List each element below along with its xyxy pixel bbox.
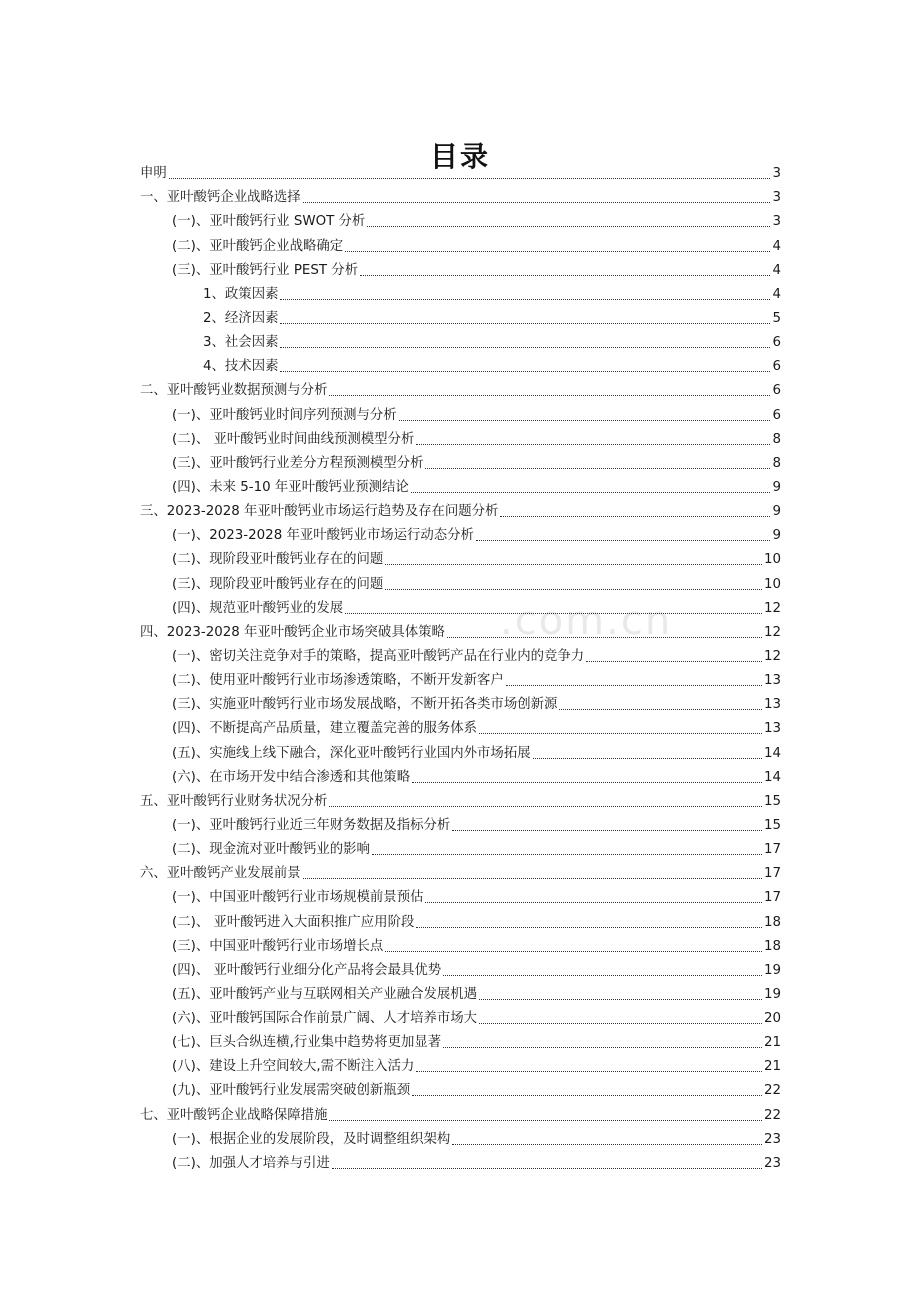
toc-entry-page: 23	[763, 1131, 781, 1147]
toc-entry[interactable]	[140, 1124, 781, 1148]
toc-entry-label: (二)、现阶段亚叶酸钙业存在的问题	[172, 552, 384, 568]
toc-entry[interactable]	[140, 810, 781, 834]
toc-entry[interactable]	[140, 665, 781, 689]
toc-entry[interactable]	[140, 737, 781, 761]
toc-leader-dots	[452, 830, 762, 831]
toc-entry[interactable]	[140, 1027, 781, 1051]
toc-entry-page: 17	[763, 866, 781, 882]
toc-entry[interactable]	[140, 1051, 781, 1075]
toc-entry-page: 12	[763, 624, 781, 640]
toc-entry[interactable]	[140, 351, 781, 375]
toc-entry-label: (五)、实施线上线下融合，深化亚叶酸钙行业国内外市场拓展	[172, 745, 531, 761]
toc-entry-label: (三)、实施亚叶酸钙行业市场发展战略，不断开拓各类市场创新源	[172, 697, 558, 713]
toc-leader-dots	[385, 589, 762, 590]
toc-entry-page: 19	[763, 962, 781, 978]
toc-entry-page: 6	[772, 359, 781, 375]
toc-entry[interactable]	[140, 906, 781, 930]
toc-entry-page: 22	[763, 1107, 781, 1123]
toc-entry[interactable]	[140, 255, 781, 279]
toc-entry-label: (四)、规范亚叶酸钙业的发展	[172, 600, 344, 616]
toc-leader-dots	[169, 178, 771, 179]
toc-entry-page: 9	[772, 504, 781, 520]
toc-leader-dots	[385, 951, 762, 952]
toc-entry-page: 8	[772, 455, 781, 471]
toc-entry[interactable]	[140, 762, 781, 786]
toc-entry[interactable]	[140, 303, 781, 327]
toc-entry[interactable]	[140, 1099, 781, 1123]
toc-leader-dots	[479, 999, 762, 1000]
toc-entry-label: (八)、建设上升空间较大,需不断注入活力	[172, 1059, 415, 1075]
toc-entry[interactable]	[140, 424, 781, 448]
toc-leader-dots	[443, 1047, 762, 1048]
toc-entry[interactable]	[140, 327, 781, 351]
toc-entry[interactable]	[140, 786, 781, 810]
toc-entry-page: 4	[772, 262, 781, 278]
toc-entry-page: 21	[763, 1059, 781, 1075]
toc-entry-label: (一)、2023-2028 年亚叶酸钙业市场运行动态分析	[172, 528, 474, 544]
toc-entry[interactable]	[140, 858, 781, 882]
toc-entry-label: (四)、不断提高产品质量，建立覆盖完善的服务体系	[172, 721, 478, 737]
toc-leader-dots	[425, 902, 761, 903]
toc-leader-dots	[479, 733, 762, 734]
toc-leader-dots	[416, 444, 770, 445]
toc-entry-page: 5	[772, 310, 781, 326]
toc-entry[interactable]	[140, 617, 781, 641]
toc-leader-dots	[329, 1120, 761, 1121]
toc-leader-dots	[280, 299, 770, 300]
watermark: .com.cn	[500, 598, 673, 644]
toc-entry-page: 15	[763, 817, 781, 833]
toc-entry-page: 3	[772, 190, 781, 206]
toc-entry-page: 4	[772, 238, 781, 254]
toc-entry-page: 8	[772, 431, 781, 447]
toc-leader-dots	[411, 492, 771, 493]
toc-leader-dots	[412, 782, 762, 783]
toc-leader-dots	[332, 1168, 762, 1169]
toc-entry-page: 19	[763, 986, 781, 1002]
toc-entry-label: (六)、在市场开发中结合渗透和其他策略	[172, 769, 411, 785]
toc-entry-label: (四)、未来 5-10 年亚叶酸钙业预测结论	[172, 479, 409, 495]
toc-leader-dots	[399, 420, 771, 421]
toc-entry-page: 9	[772, 479, 781, 495]
toc-entry-label: (二)、使用亚叶酸钙行业市场渗透策略，不断开发新客户	[172, 673, 504, 689]
toc-leader-dots	[559, 709, 762, 710]
toc-entry-label: (五)、亚叶酸钙产业与互联网相关产业融合发展机遇	[172, 986, 478, 1002]
toc-entry-page: 12	[763, 600, 781, 616]
toc-entry-page: 20	[763, 1011, 781, 1027]
toc-entry[interactable]	[140, 182, 781, 206]
toc-entry-page: 6	[772, 383, 781, 399]
toc-entry-page: 10	[763, 576, 781, 592]
toc-entry-page: 3	[772, 166, 781, 182]
toc-entry-page: 22	[763, 1083, 781, 1099]
toc-entry-label: (二)、亚叶酸钙企业战略确定	[172, 238, 344, 254]
toc-entry-label: (一)、亚叶酸钙行业 SWOT 分析	[172, 214, 366, 230]
toc-leader-dots	[280, 323, 770, 324]
toc-entry[interactable]	[140, 593, 781, 617]
page-title: 目录	[429, 139, 490, 173]
toc-entry-label: 五、亚叶酸钙行业财务状况分析	[140, 793, 328, 809]
toc-leader-dots	[345, 251, 770, 252]
toc-entry[interactable]	[140, 1075, 781, 1099]
toc-entry-page: 18	[763, 914, 781, 930]
toc-entry[interactable]	[140, 979, 781, 1003]
toc-leader-dots	[476, 540, 771, 541]
toc-leader-dots	[452, 1144, 762, 1145]
toc-leader-dots	[329, 806, 761, 807]
toc-entry[interactable]	[140, 544, 781, 568]
toc-entry-page: 13	[763, 673, 781, 689]
toc-leader-dots	[447, 637, 762, 638]
toc-entry[interactable]	[140, 399, 781, 423]
toc-leader-dots	[360, 275, 770, 276]
toc-entry[interactable]	[140, 279, 781, 303]
toc-entry[interactable]	[140, 496, 781, 520]
toc-entry[interactable]	[140, 931, 781, 955]
toc-entry[interactable]	[140, 955, 781, 979]
toc-entry-page: 9	[772, 528, 781, 544]
toc-entry[interactable]	[140, 230, 781, 254]
toc-entry-label: (六)、亚叶酸钙国际合作前景广阔、人才培养市场大	[172, 1011, 478, 1027]
toc-entry-label: 1、政策因素	[203, 286, 279, 302]
toc-leader-dots	[303, 878, 762, 879]
toc-entry-label: (一)、亚叶酸钙业时间序列预测与分析	[172, 407, 397, 423]
toc-entry[interactable]	[140, 713, 781, 737]
toc-leader-dots	[303, 202, 771, 203]
toc-entry-label: 三、2023-2028 年亚叶酸钙业市场运行趋势及存在问题分析	[140, 504, 499, 520]
toc-entry-page: 12	[763, 648, 781, 664]
toc-entry-page: 23	[763, 1155, 781, 1171]
toc-entry[interactable]	[140, 689, 781, 713]
toc-leader-dots	[280, 371, 770, 372]
toc-entry-label: 七、亚叶酸钙企业战略保障措施	[140, 1107, 328, 1123]
toc-entry-label: 二、亚叶酸钙业数据预测与分析	[140, 383, 328, 399]
toc-entry-label: (三)、中国亚叶酸钙行业市场增长点	[172, 938, 384, 954]
toc-entry-label: (一)、中国亚叶酸钙行业市场规模前景预估	[172, 890, 424, 906]
toc-entry-label: (三)、亚叶酸钙行业差分方程预测模型分析	[172, 455, 424, 471]
toc-leader-dots	[425, 468, 770, 469]
toc-leader-dots	[367, 226, 770, 227]
toc-leader-dots	[533, 758, 762, 759]
toc-entry-label: (二)、现金流对亚叶酸钙业的影响	[172, 842, 370, 858]
toc-entry[interactable]	[140, 472, 781, 496]
toc-entry-page: 17	[763, 890, 781, 906]
toc-entry-label: (四)、 亚叶酸钙行业细分化产品将会最具优势	[172, 962, 442, 978]
toc-entry-page: 3	[772, 214, 781, 230]
toc-entry-label: 2、经济因素	[203, 310, 279, 326]
toc-leader-dots	[280, 347, 770, 348]
toc-entry-label: 六、亚叶酸钙产业发展前景	[140, 866, 301, 882]
toc-entry[interactable]	[140, 448, 781, 472]
toc-entry-page: 18	[763, 938, 781, 954]
toc-entry-page: 10	[763, 552, 781, 568]
toc-entry-label: 3、社会因素	[203, 335, 279, 351]
toc-entry-label: (二)、 亚叶酸钙进入大面积推广应用阶段	[172, 914, 415, 930]
toc-leader-dots	[500, 516, 770, 517]
toc-leader-dots	[345, 613, 762, 614]
toc-entry-page: 13	[763, 721, 781, 737]
toc-leader-dots	[416, 927, 762, 928]
toc-entry[interactable]	[140, 1148, 781, 1172]
toc-entry-label: (三)、现阶段亚叶酸钙业存在的问题	[172, 576, 384, 592]
toc-entry-label: 申明	[140, 166, 167, 182]
toc-entry-label: 一、亚叶酸钙企业战略选择	[140, 190, 301, 206]
toc-entry-page: 6	[772, 335, 781, 351]
toc-entry-page: 14	[763, 769, 781, 785]
toc-leader-dots	[586, 661, 762, 662]
toc-entry[interactable]	[140, 834, 781, 858]
toc-entry-page: 14	[763, 745, 781, 761]
toc-entry[interactable]	[140, 1003, 781, 1027]
toc-entry-page: 17	[763, 842, 781, 858]
toc-leader-dots	[506, 685, 762, 686]
toc-entry[interactable]	[140, 375, 781, 399]
toc-entry-label: (二)、 亚叶酸钙业时间曲线预测模型分析	[172, 431, 415, 447]
toc-entry-page: 4	[772, 286, 781, 302]
toc-entry[interactable]	[140, 568, 781, 592]
toc-entry-page: 6	[772, 407, 781, 423]
toc-entry-page: 21	[763, 1035, 781, 1051]
toc-entry-label: (一)、密切关注竞争对手的策略，提高亚叶酸钙产品在行业内的竞争力	[172, 648, 585, 664]
toc-entry-label: (一)、根据企业的发展阶段，及时调整组织架构	[172, 1131, 451, 1147]
toc-leader-dots	[412, 1095, 762, 1096]
toc-entry-label: 4、技术因素	[203, 359, 279, 375]
toc-entry[interactable]	[140, 206, 781, 230]
toc-leader-dots	[329, 395, 770, 396]
toc-entry[interactable]	[140, 882, 781, 906]
toc-leader-dots	[372, 854, 762, 855]
toc-entry[interactable]	[140, 520, 781, 544]
toc-entry[interactable]	[140, 641, 781, 665]
toc-leader-dots	[416, 1071, 762, 1072]
toc-entry-label: (二)、加强人才培养与引进	[172, 1155, 330, 1171]
toc-entry-label: (三)、亚叶酸钙行业 PEST 分析	[172, 262, 359, 278]
table-of-contents	[140, 158, 781, 1172]
toc-entry-label: (一)、亚叶酸钙行业近三年财务数据及指标分析	[172, 817, 451, 833]
toc-entry-label: (九)、亚叶酸钙行业发展需突破创新瓶颈	[172, 1083, 411, 1099]
toc-entry[interactable]	[140, 158, 781, 182]
toc-leader-dots	[479, 1023, 762, 1024]
toc-leader-dots	[385, 564, 762, 565]
toc-entry-page: 15	[763, 793, 781, 809]
toc-leader-dots	[443, 975, 762, 976]
toc-entry-label: (七)、巨头合纵连横,行业集中趋势将更加显著	[172, 1035, 442, 1051]
toc-entry-label: 四、2023-2028 年亚叶酸钙企业市场突破具体策略	[140, 624, 445, 640]
toc-entry-page: 13	[763, 697, 781, 713]
